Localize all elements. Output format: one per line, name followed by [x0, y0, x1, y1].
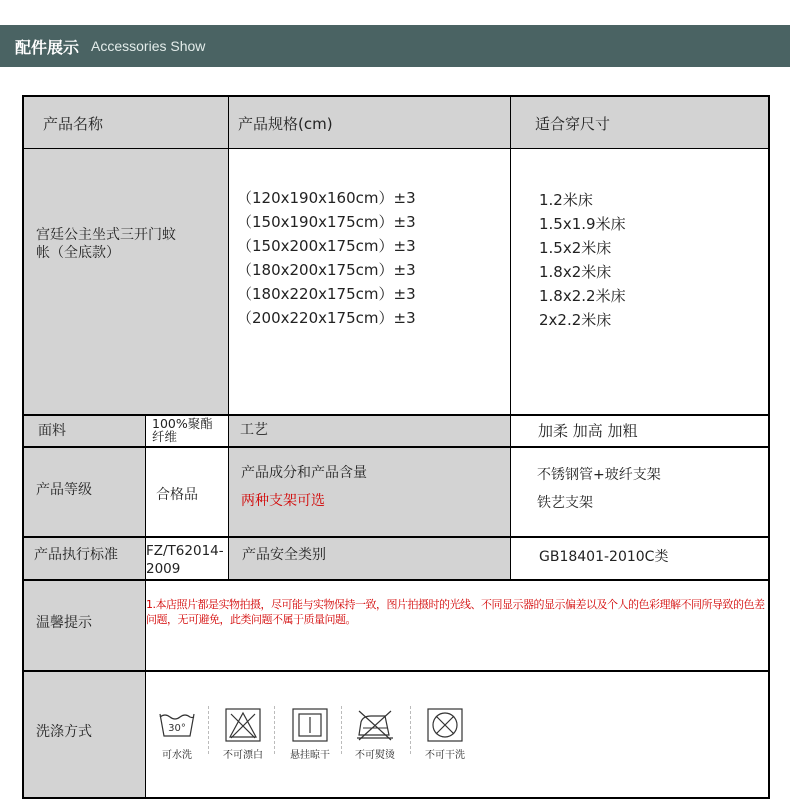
spec-item: （150x200x175cm）±3	[237, 237, 416, 255]
fabric-value: 100%聚酯纤维	[152, 416, 213, 444]
row-divider	[24, 414, 770, 416]
col-divider	[228, 95, 229, 415]
composition-label: 产品成分和产品含量	[241, 465, 367, 481]
fit-item: 1.2米床	[539, 191, 593, 209]
col-divider	[228, 415, 229, 580]
notice-label: 温馨提示	[36, 615, 92, 631]
washing-label: 洗涤方式	[36, 724, 92, 740]
frame-option-1: 不锈钢管+玻纤支架	[537, 467, 661, 483]
row-divider	[24, 579, 770, 581]
header-product-spec: 产品规格(cm)	[238, 115, 333, 133]
fit-item: 1.5x2米床	[539, 239, 612, 257]
fit-item: 1.8x2米床	[539, 263, 612, 281]
table-header-row	[24, 96, 769, 149]
spec-list	[237, 186, 507, 330]
safety-value: GB18401-2010C类	[539, 549, 669, 565]
product-name-bg	[24, 149, 229, 415]
spec-item: （150x190x175cm）±3	[237, 213, 416, 231]
wash-temp: 30°	[168, 723, 186, 734]
standard-label: 产品执行标准	[34, 547, 118, 563]
wash-label: 不可干洗	[425, 750, 465, 761]
col-divider	[510, 95, 511, 580]
no-bleach-icon	[225, 708, 261, 746]
header-product-name: 产品名称	[43, 115, 104, 133]
frame-option-2: 铁艺支架	[537, 495, 593, 511]
border-right	[768, 95, 770, 799]
craft-value: 加柔 加高 加粗	[538, 422, 638, 440]
spec-item: （200x220x175cm）±3	[237, 309, 416, 327]
standard-value: FZ/T62014-2009	[146, 543, 224, 577]
product-name: 宫廷公主坐式三开门蚊帐（全底款）	[36, 227, 176, 261]
icon-divider	[410, 706, 411, 754]
fit-item: 2x2.2米床	[539, 311, 612, 329]
fabric-label: 面料	[38, 423, 66, 439]
wash-label: 可水洗	[162, 750, 192, 761]
row-divider	[24, 670, 770, 672]
spec-item: （180x200x175cm）±3	[237, 261, 416, 279]
header-fit-size: 适合穿尺寸	[535, 115, 611, 133]
border-top	[22, 95, 770, 97]
composition-note: 两种支架可选	[241, 493, 325, 509]
row-divider	[24, 536, 770, 538]
safety-label: 产品安全类别	[242, 547, 326, 563]
row-divider	[24, 446, 770, 448]
border-bottom	[22, 797, 770, 799]
icon-divider	[208, 706, 209, 754]
craft-label: 工艺	[240, 422, 268, 438]
section-subtitle: Accessories Show	[91, 38, 206, 54]
no-iron-icon	[355, 708, 395, 746]
icon-divider	[341, 706, 342, 754]
wash-30-icon	[158, 708, 196, 744]
row-divider	[24, 148, 770, 149]
fit-list	[539, 188, 759, 332]
fit-item: 1.5x1.9米床	[539, 215, 626, 233]
spec-item: （180x220x175cm）±3	[237, 285, 416, 303]
spec-item: （120x190x160cm）±3	[237, 189, 416, 207]
composition-bg	[229, 447, 511, 537]
section-title: 配件展示	[15, 37, 80, 57]
wash-label: 不可熨烫	[355, 750, 395, 761]
notice-text: 1.本店照片都是实物拍摄，尽可能与实物保持一致，图片拍摄时的光线、不同显示器的显示偏差以及个人的色彩理解不同所导致的色差问题，无可避免，此类问题不属于质量问题。	[146, 598, 765, 626]
grade-label: 产品等级	[36, 482, 92, 498]
wash-label: 悬挂晾干	[290, 750, 330, 761]
grade-value: 合格品	[156, 487, 198, 503]
icon-divider	[274, 706, 275, 754]
craft-label-bg	[229, 415, 511, 447]
hang-dry-icon	[292, 708, 328, 746]
border-left	[22, 95, 24, 799]
fit-item: 1.8x2.2米床	[539, 287, 626, 305]
no-dry-clean-icon	[427, 708, 463, 746]
wash-label: 不可漂白	[223, 750, 263, 761]
